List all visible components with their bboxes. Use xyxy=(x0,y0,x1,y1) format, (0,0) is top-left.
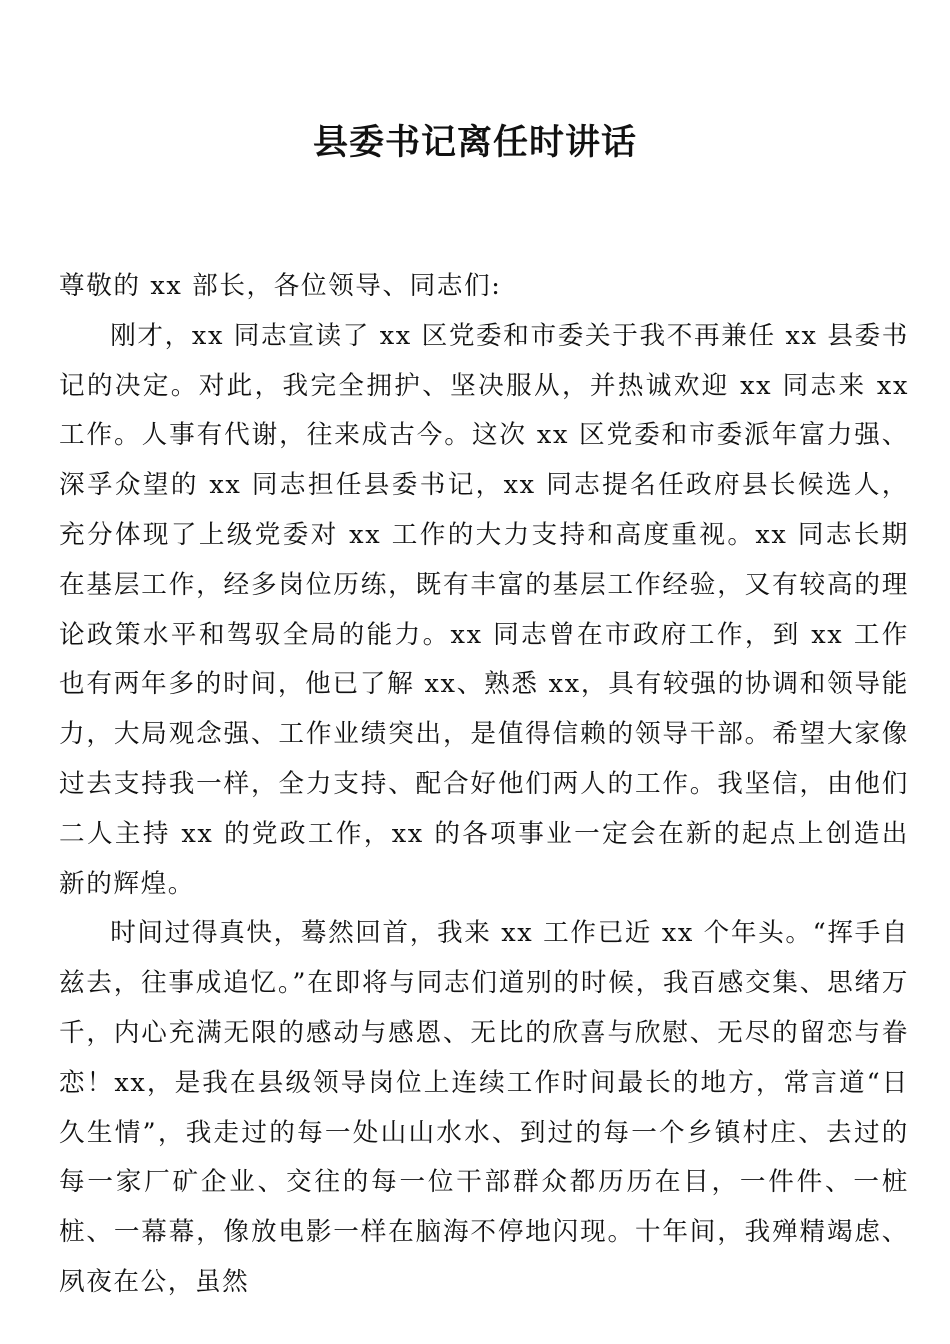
salutation: 尊敬的 xx 部长，各位领导、同志们: xyxy=(59,271,502,301)
document-body xyxy=(59,262,909,1308)
document-title: 县委书记离任时讲话 xyxy=(312,122,637,163)
paragraph: 时间过得真快，蓦然回首，我来 xx 工作已近 xx 个年头。“挥手自兹去，往事成追忆。”在即将与同志们道别的时候，我百感交集、思绪万千，内心充满无限的感动与感恩、无比的欣喜与欣慰、无尽的留恋与眷恋！xx，是我在县级领导岗位上连续工作时间最长的地方，常言道“日久生情”，我走过的每一处山山水水、到过的每一个乡镇村庄、去过的每一家厂矿企业、交往的每一位干部群众都历历在目，一件件、一桩桩、一幕幕，像放电影一样在脑海不停地闪现。十年间，我殚精竭虑、夙夜在公，虽然 xyxy=(59,918,909,1297)
paragraph: 刚才，xx 同志宣读了 xx 区党委和市委关于我不再兼任 xx 县委书记的决定。对此，我完全拥护、坚决服从，并热诚欢迎 xx 同志来 xx 工作。人事有代谢，往来成古今。这次 xx 区党委和市委派年富力强、深孚众望的 xx 同志担任县委书记，xx 同志提名任政府县长候选人，充分体现了上级党委对 xx 工作的大力支持和高度重视。xx 同志长期在基层工作，经多岗位历练，既有丰富的基层工作经验，又有较高的理论政策水平和驾驭全局的能力。xx 同志曾在市政府工作，到 xx 工作也有两年多的时间，他已了解 xx、熟悉 xx，具有较强的协调和领导能力，大局观念强、工作业绩突出，是值得信赖的领导干部。希望大家像过去支持我一样，全力支持、配合好他们两人的工作。我坚信，由他们二人主持 xx 的党政工作，xx 的各项事业一定会在新的起点上创造出新的辉煌。 xyxy=(59,320,909,899)
